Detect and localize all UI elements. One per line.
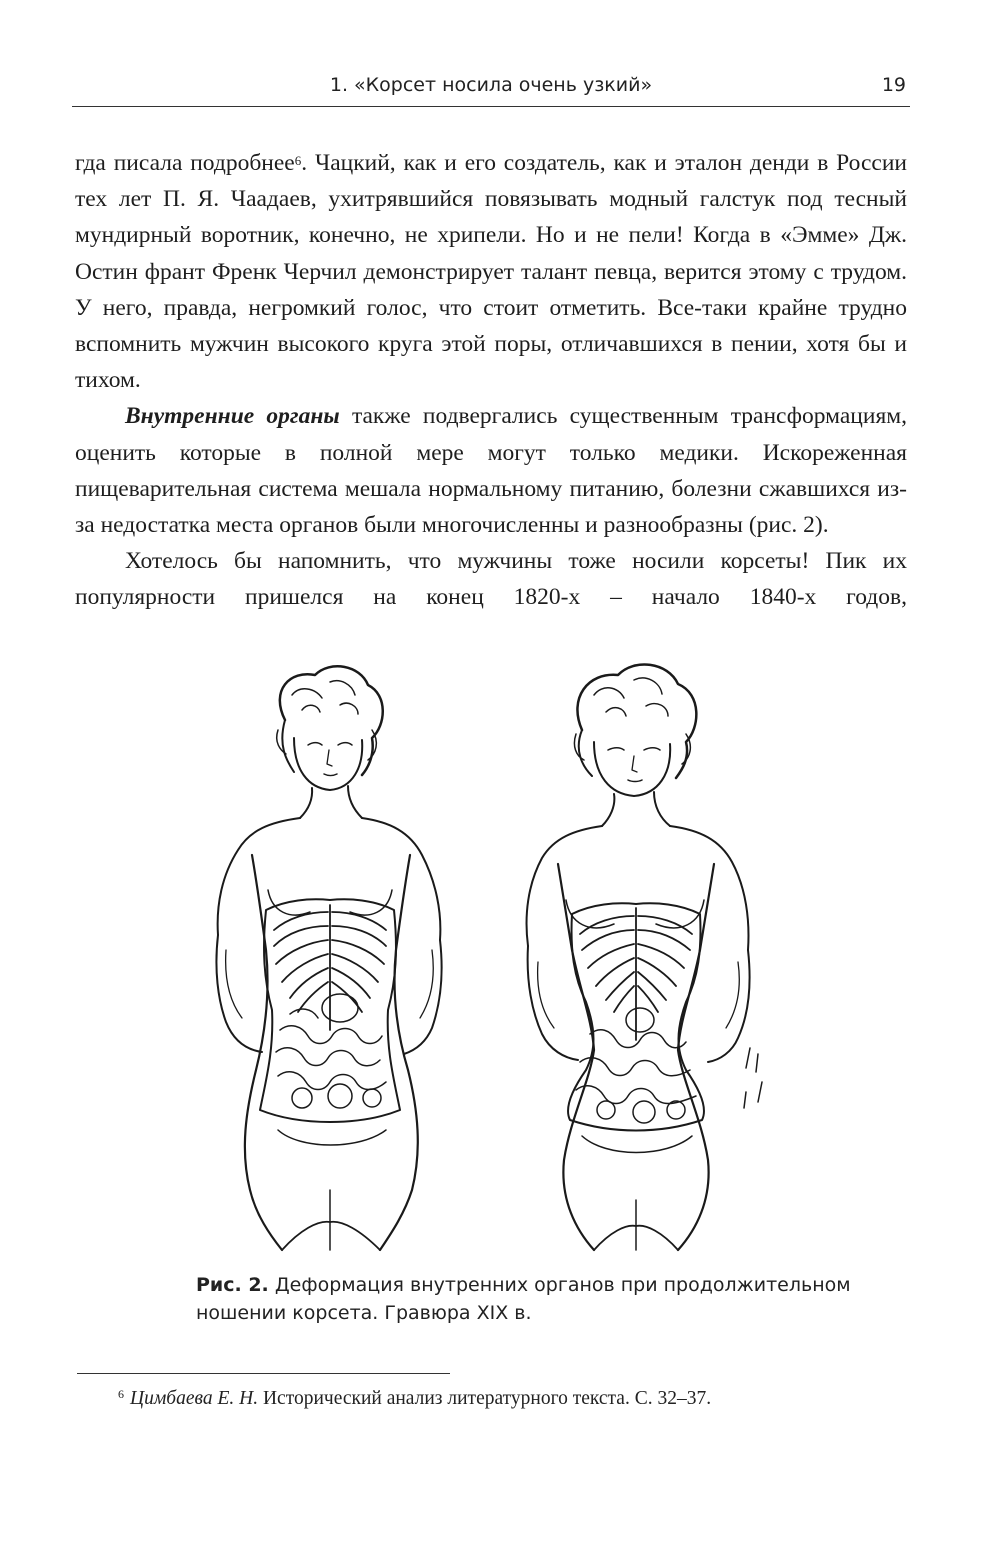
figure-caption-label: Рис. 2. — [196, 1274, 269, 1296]
running-head — [72, 74, 910, 104]
footnote-number: 6 — [118, 1387, 124, 1401]
paragraph-1-start: гда писала подробнее — [75, 150, 295, 176]
right-figure — [527, 664, 762, 1250]
figure-caption-text: Деформация внутренних органов при продолжительном ношении корсета. Гравюра XIX в. — [196, 1274, 851, 1324]
paragraph-2-rest: также подвергались существенным трансформациям, оценить которые в полной мере могут только медики. Искореженная пищеварительная система мешала нормальному питанию, болезни сжавшихся из-за недостатка места органов были многочисленны и разнообразны (рис. 2). — [75, 403, 907, 539]
paragraph-1-rest: . Чацкий, как и его создатель, как и эталон денди в России тех лет П. Я. Чаадаев, ухитрявшийся повязывать модный галстук под тесный мундирный воротник, конечно, не хрипели. Но и не пели! Когда в «Эмме» Дж. Остин франт Френк Черчил демонстрирует талант певца, верится этому с трудом. У него, правда, негромкий голос, что стоит отметить. Все-таки крайне трудно вспомнить мужчин высокого круга этой поры, отличавшихся в пении, хотя бы и тихом. — [75, 150, 907, 394]
figure-engraving — [190, 650, 790, 1260]
figure-caption — [196, 1271, 876, 1327]
body-text — [75, 145, 907, 616]
paragraph-1 — [75, 145, 907, 398]
corset-engraving-illustration — [190, 650, 790, 1260]
footnote-ref[interactable]: 6 — [294, 153, 302, 168]
footnote-author: Цимбаева Е. Н. — [130, 1388, 259, 1409]
left-figure — [216, 666, 441, 1250]
paragraph-2 — [75, 398, 907, 543]
footnote-rule — [77, 1373, 450, 1374]
paragraph-3: Хотелось бы напомнить, что мужчины тоже носили корсеты! Пик их популярности пришелся на конец 1820-х – начало 1840-х годов, — [75, 548, 907, 611]
header-rule — [72, 106, 910, 107]
page-number: 19 — [881, 74, 906, 96]
footnote-text: Исторический анализ литературного текста. С. 32–37. — [258, 1388, 712, 1409]
paragraph-2-lead: Внутренние органы — [125, 403, 340, 430]
running-title: 1. «Корсет носила очень узкий» — [329, 74, 653, 96]
footnote — [118, 1388, 918, 1410]
